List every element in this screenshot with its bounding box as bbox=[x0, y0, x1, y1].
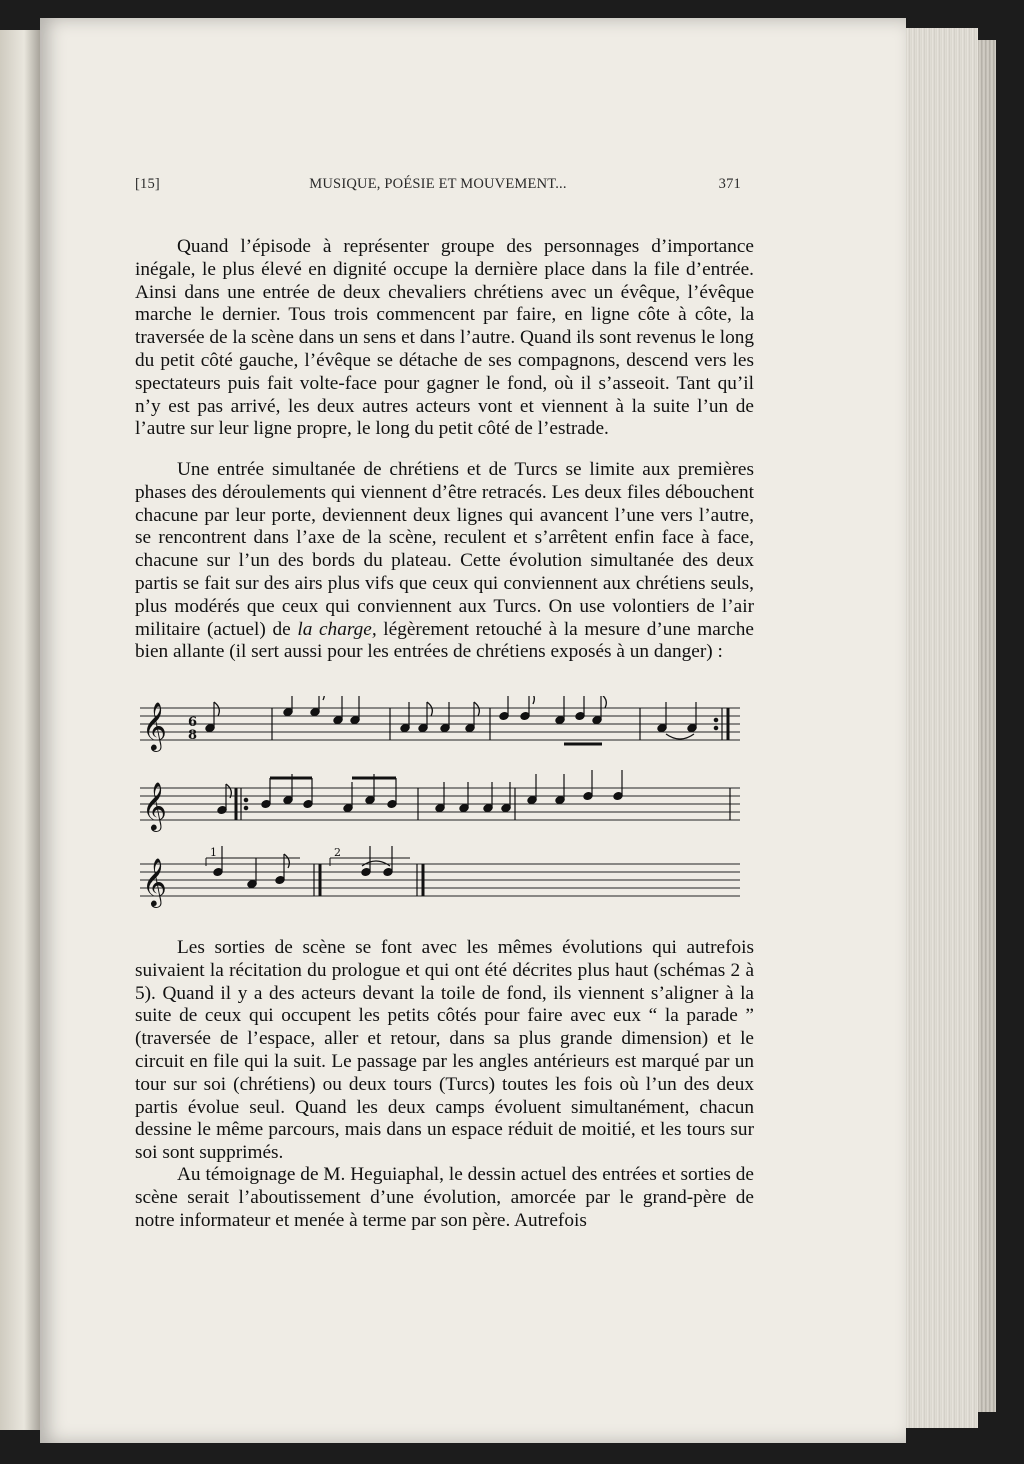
note-flag bbox=[214, 702, 219, 716]
section-number: [15] bbox=[135, 176, 160, 192]
volta-1-label: 1 bbox=[210, 846, 217, 859]
paragraph-2-italic: la charge, bbox=[297, 618, 377, 640]
note-flag bbox=[427, 702, 432, 716]
paragraph-4: Au témoignage de M. Heguiaphal, le dessin actuel des entrées et sorties de scène serait l’aboutissement d’une évolution, amorcée par le grand-père de notre informateur et menée à terme par son père. Autrefois bbox=[135, 1164, 754, 1231]
note-flag bbox=[529, 696, 534, 704]
page-number: 371 bbox=[718, 176, 741, 192]
paragraph-2 bbox=[135, 459, 754, 664]
repeat-dot bbox=[244, 806, 248, 810]
time-signature-top: 6 bbox=[188, 715, 198, 730]
treble-clef: 𝄞 bbox=[142, 701, 167, 750]
note-flag bbox=[601, 696, 606, 708]
page-stack-edge bbox=[906, 28, 978, 1428]
page-stack-edge-outer bbox=[978, 40, 996, 1412]
note-flag bbox=[474, 702, 479, 716]
music-score-svg bbox=[140, 696, 754, 918]
paragraph-2-text: Une entrée simultanée de chrétiens et de Turcs se limite aux premières phases des déroulements qui viennent d’être retracés. Les deux files débouchent chacune par leur porte, deviennent deux lignes qui avancent l’une vers l’autre, se rencontrent dans l’axe de la scène, reculent et s’arrêtent enfin face à face, chacune sur l’un des bords du plateau. Cette évolution simultanée des deux partis se fait sur des airs plus vifs que ceux qui conviennent aux chrétiens seuls, plus modérés que ceux qui conviennent aux Turcs. On use volontiers de l’air militaire (actuel) de bbox=[135, 459, 754, 640]
paragraph-2-tail: légèrement retouché à la mesure d’une marche bien allante (il sert aussi pour les entrées de chrétiens exposés à un danger) : bbox=[135, 618, 754, 663]
treble-clef: 𝄞 bbox=[142, 781, 167, 830]
paragraph-3: Les sorties de scène se font avec les mêmes évolutions qui autrefois suivaient la récitation du prologue et qui ont été décrites plus haut (schémas 2 à 5). Quand il y a des acteurs devant la toile de fond, ils viennent s’aligner à la suite de ceux qui occupent les petits côtés pour faire avec eux “ la parade ” (traversée de l’espace, aller et retour, dans sa plus grande dimension) et le circuit en file qui la suit. Le passage par les angles antérieurs est marqué par un tour sur soi (chrétiens) ou deux tours (Turcs) toutes les fois où l’un des deux partis évolue seul. Quand les deux camps évoluent simultanément, chacun dessine le même parcours, mais dans un espace réduit de moitié, et les tours sur soi sont supprimés. bbox=[135, 937, 754, 1164]
repeat-dot bbox=[714, 718, 718, 722]
running-title: MUSIQUE, POÉSIE ET MOUVEMENT... bbox=[309, 176, 567, 192]
treble-clef: 𝄞 bbox=[142, 857, 167, 906]
repeat-dot bbox=[244, 798, 248, 802]
time-signature-bottom: 8 bbox=[188, 728, 198, 743]
note-flag bbox=[319, 696, 324, 700]
paragraph-1: Quand l’épisode à représenter groupe des personnages d’importance inégale, le plus élevé en dignité occupe la dernière place dans la file d’entrée. Ainsi dans une entrée de deux chevaliers chrétiens avec un évêque, l’évêque marche le dernier. Tous trois commencent par faire, en ligne côte à côte, la traversée de la scène dans un sens et dans l’autre. Quand ils sont revenus le long du petit côté gauche, l’évêque se détache de ses compagnons, descend vers les spectateurs puis fait volte-face pour gagner le fond, où il s’asseoit. Tant qu’il n’y est pas arrivé, les deux autres acteurs vont et viennent à la suite l’un de l’autre sur leur ligne propre, le long du petit côté de l’estrade. bbox=[135, 236, 754, 440]
running-header bbox=[135, 176, 741, 198]
repeat-dot bbox=[714, 726, 718, 730]
music-score bbox=[140, 696, 754, 918]
facing-page-edge bbox=[0, 30, 40, 1430]
tie bbox=[666, 734, 694, 739]
note-flag bbox=[284, 854, 289, 868]
volta-2-label: 2 bbox=[334, 846, 341, 859]
